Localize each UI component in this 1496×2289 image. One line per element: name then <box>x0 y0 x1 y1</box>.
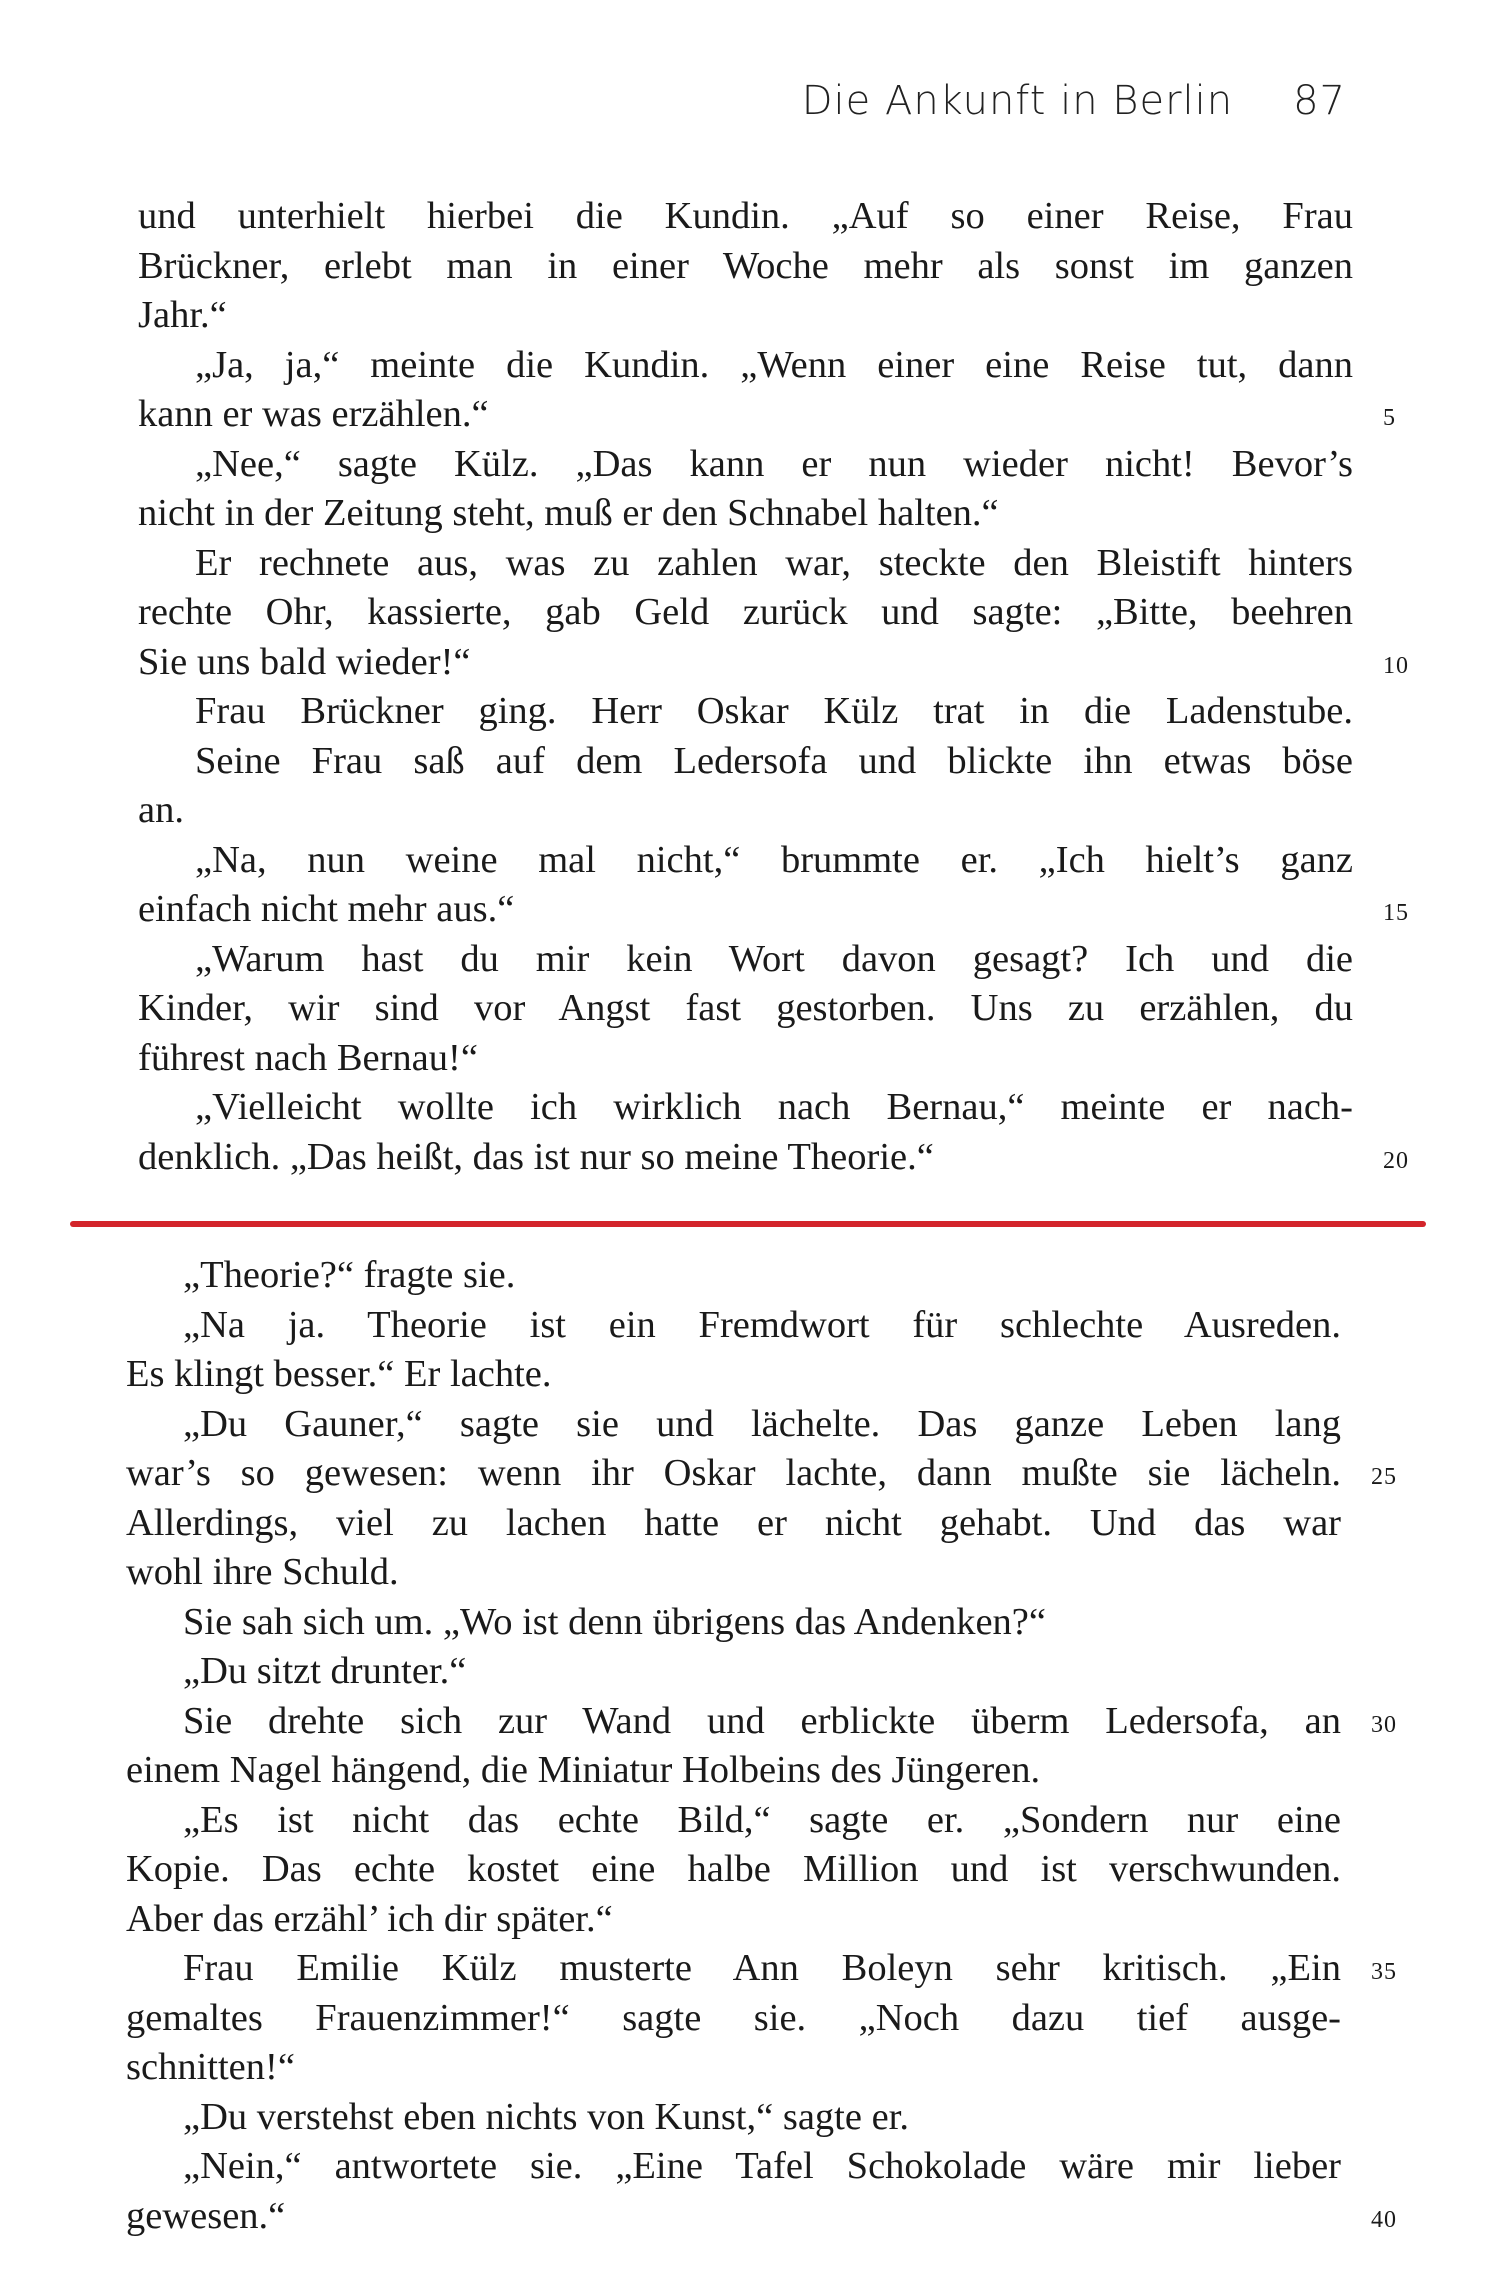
line-text: „Ja, ja,“ meinte die Kundin. „Wenn einer eine Reise tut, dann <box>195 343 1353 386</box>
text-line <box>126 1251 1341 1301</box>
line-number: 35 <box>1371 1959 1397 1985</box>
text-line <box>126 1697 1397 1747</box>
text-line <box>126 2142 1341 2192</box>
text-line <box>138 489 1353 539</box>
text-line <box>126 1598 1341 1648</box>
line-text: an. <box>138 789 184 831</box>
line-text: „Theorie?“ fragte sie. <box>183 1254 516 1296</box>
text-line <box>138 341 1353 391</box>
text-line <box>138 935 1353 985</box>
text-line <box>126 1400 1341 1450</box>
line-number: 10 <box>1383 652 1409 679</box>
text-line <box>138 786 1353 836</box>
text-line <box>126 1796 1341 1846</box>
line-text: denklich. „Das heißt, das ist nur so meine Theorie.“ <box>138 1135 934 1178</box>
line-text: Allerdings, viel zu lachen hatte er nicht gehabt. Und das war <box>126 1501 1341 1544</box>
line-number: 20 <box>1383 1147 1409 1174</box>
line-text: gemaltes Frauenzimmer!“ sagte sie. „Noch dazu tief ausge- <box>126 1996 1341 2039</box>
line-text: war’s so gewesen: wenn ihr Oskar lachte, dann mußte sie lächeln. <box>126 1452 1341 1494</box>
line-text: wohl ihre Schuld. <box>126 1551 399 1593</box>
page-number: 87 <box>1293 78 1346 124</box>
text-line <box>138 836 1353 886</box>
text-line <box>126 1647 1341 1697</box>
line-text: nicht in der Zeitung steht, muß er den Schnabel halten.“ <box>138 492 999 534</box>
line-text: Es klingt besser.“ Er lachte. <box>126 1353 552 1395</box>
text-line <box>138 984 1353 1034</box>
line-text: „Na, nun weine mal nicht,“ brummte er. „Ich hielt’s ganz <box>195 838 1353 881</box>
text-line <box>138 1083 1353 1133</box>
text-line <box>126 2043 1341 2093</box>
line-text: einfach nicht mehr aus.“ <box>138 888 515 930</box>
text-line <box>126 1499 1341 1549</box>
line-text: Sie drehte sich zur Wand und erblickte überm Ledersofa, an <box>183 1699 1341 1742</box>
line-text: „Du sitzt drunter.“ <box>183 1650 467 1692</box>
line-text: „Es ist nicht das echte Bild,“ sagte er. „Sondern nur eine <box>183 1798 1341 1841</box>
text-line <box>138 242 1353 292</box>
line-text: führest nach Bernau!“ <box>138 1036 478 1079</box>
line-text: einem Nagel hängend, die Miniatur Holbeins des Jüngeren. <box>126 1749 1041 1791</box>
line-text: Sie uns bald wieder!“ <box>138 640 471 683</box>
text-line <box>126 2093 1341 2143</box>
text-line <box>126 1895 1341 1945</box>
line-text: gewesen.“ <box>126 2194 286 2237</box>
line-text: Sie sah sich um. „Wo ist denn übrigens das Andenken?“ <box>183 1600 1046 1643</box>
text-line <box>126 1548 1341 1598</box>
line-text: Kinder, wir sind vor Angst fast gestorben. Uns zu erzählen, du <box>138 987 1353 1029</box>
text-line <box>126 1994 1341 2044</box>
line-text: „Nein,“ antwortete sie. „Eine Tafel Schokolade wäre mir lieber <box>183 2145 1341 2187</box>
chapter-title: Die Ankunft in Berlin <box>801 78 1234 124</box>
text-line <box>138 440 1353 490</box>
text-line <box>138 588 1353 638</box>
line-text: Frau Brückner ging. Herr Oskar Külz trat in die Ladenstube. <box>195 690 1353 732</box>
text-line <box>126 1301 1341 1351</box>
line-text: „Warum hast du mir kein Wort davon gesagt? Ich und die <box>195 937 1353 980</box>
line-text: Brückner, erlebt man in einer Woche mehr als sonst im ganzen <box>138 244 1353 287</box>
text-line <box>138 539 1353 589</box>
line-text: Aber das erzähl’ ich dir später.“ <box>126 1897 613 1940</box>
text-line <box>126 1944 1397 1994</box>
line-text: kann er was erzählen.“ <box>138 393 489 435</box>
text-line <box>126 1845 1341 1895</box>
line-text: Frau Emilie Külz musterte Ann Boleyn sehr kritisch. „Ein <box>183 1947 1341 1989</box>
text-line <box>138 291 1353 341</box>
text-line <box>138 390 1396 440</box>
text-line <box>126 1350 1341 1400</box>
text-block-top <box>138 192 1409 1182</box>
line-text: „Vielleicht wollte ich wirklich nach Bernau,“ meinte er nach- <box>195 1086 1353 1128</box>
text-block-bottom <box>126 1251 1397 2241</box>
line-text: Er rechnete aus, was zu zahlen war, steckte den Bleistift hinters <box>195 541 1353 584</box>
text-line <box>126 1449 1397 1499</box>
text-line <box>138 737 1353 787</box>
running-header <box>802 78 1346 124</box>
red-divider-line <box>70 1221 1426 1227</box>
line-number: 40 <box>1371 2206 1397 2233</box>
text-line <box>138 687 1353 737</box>
line-text: rechte Ohr, kassierte, gab Geld zurück und sagte: „Bitte, beehren <box>138 591 1353 633</box>
text-line <box>138 1133 1409 1183</box>
line-text: „Na ja. Theorie ist ein Fremdwort für schlechte Ausreden. <box>183 1303 1341 1346</box>
text-line <box>138 885 1409 935</box>
text-line <box>138 638 1409 688</box>
line-text: Kopie. Das echte kostet eine halbe Million und ist verschwunden. <box>126 1848 1341 1890</box>
line-text: „Du Gauner,“ sagte sie und lächelte. Das ganze Leben lang <box>183 1402 1341 1445</box>
line-text: „Nee,“ sagte Külz. „Das kann er nun wieder nicht! Bevor’s <box>195 442 1353 485</box>
line-number: 30 <box>1371 1711 1397 1738</box>
line-text: „Du verstehst eben nichts von Kunst,“ sagte er. <box>183 2095 909 2138</box>
text-line <box>126 2192 1397 2242</box>
line-text: schnitten!“ <box>126 2046 295 2088</box>
text-line <box>126 1746 1341 1796</box>
line-text: Jahr.“ <box>138 294 227 336</box>
line-number: 5 <box>1383 405 1396 431</box>
line-number: 25 <box>1371 1464 1397 1490</box>
text-line <box>138 1034 1353 1084</box>
line-text: und unterhielt hierbei die Kundin. „Auf so einer Reise, Frau <box>138 195 1353 237</box>
text-line <box>138 192 1353 242</box>
line-number: 15 <box>1383 900 1409 926</box>
line-text: Seine Frau saß auf dem Ledersofa und blickte ihn etwas böse <box>195 739 1353 782</box>
